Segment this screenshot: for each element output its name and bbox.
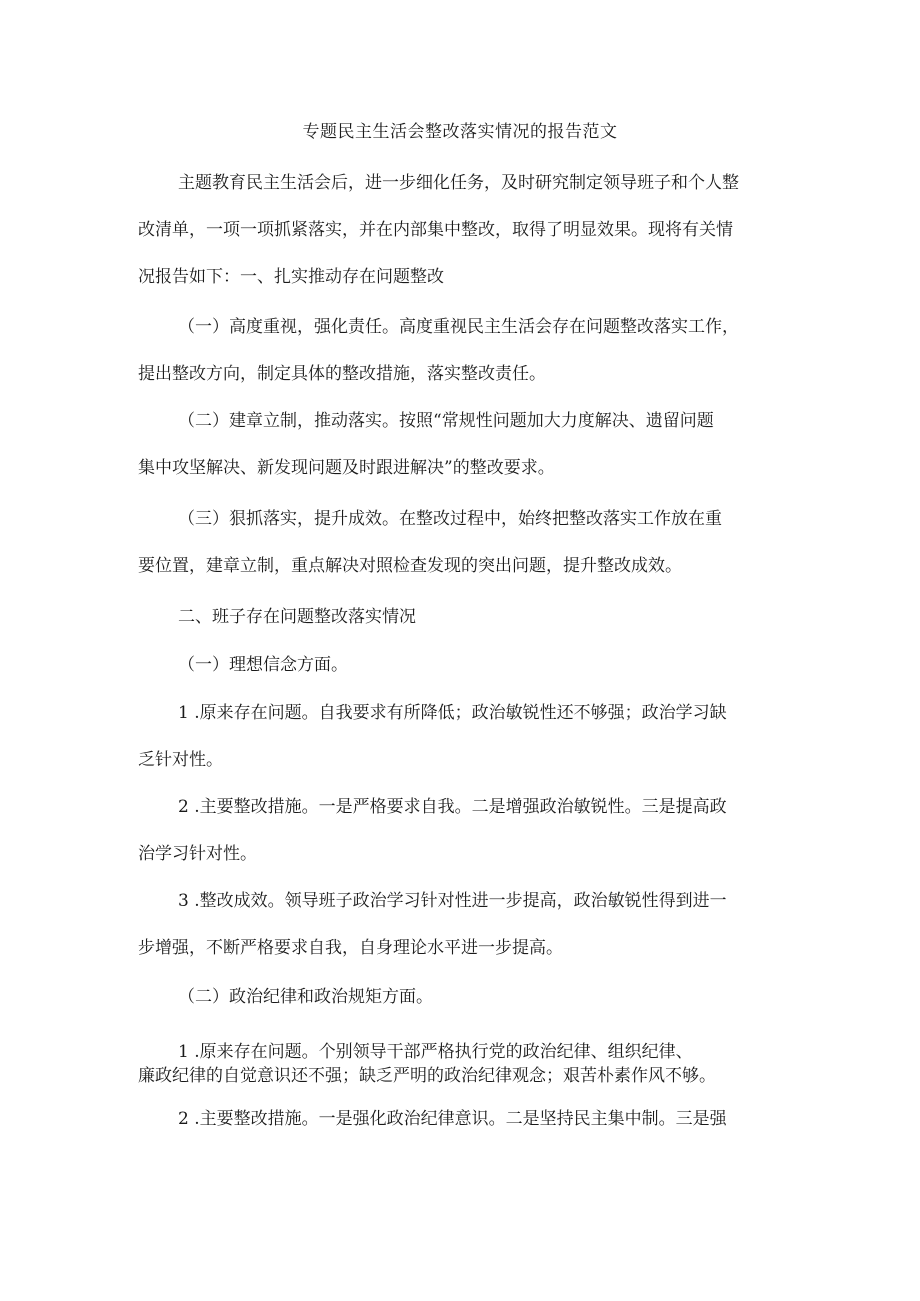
paragraph-section-1-1 [138,304,788,398]
paragraph-line: 2 .主要整改措施。一是强化政治纪律意识。二是坚持民主集中制。三是强 [178,1109,727,1129]
paragraph-line: 二、班子存在问题整改落实情况 [178,607,416,627]
paragraph-line: 2 .主要整改措施。一是严格要求自我。二是增强政治敏锐性。三是提高政 [178,797,727,817]
document-title: 专题民主生活会整改落实情况的报告范文 [302,122,618,142]
paragraph-line: 治学习针对性。 [138,844,257,864]
paragraph-item-2 [138,784,788,878]
paragraph-line: 乏针对性。 [138,750,223,770]
paragraph-line: 3 .整改成效。领导班子政治学习针对性进一步提高，政治敏锐性得到进一 [178,891,727,911]
subsection-heading-2-1 [138,642,788,689]
paragraph-line: 步增强，不断严格要求自我，自身理论水平进一步提高。 [138,938,563,958]
section-heading-2 [138,594,788,641]
paragraph-line: 要位置，建章立制，重点解决对照检查发现的突出问题，提升整改成效。 [138,556,682,576]
paragraph-line: （二）政治纪律和政治规矩方面。 [178,987,433,1007]
paragraph-line: 1 .原来存在问题。自我要求有所降低；政治敏锐性还不够强；政治学习缺 [178,703,727,723]
subsection-heading-2-2 [138,974,788,1021]
paragraph-item-1 [138,690,788,784]
paragraph-line: 廉政纪律的自觉意识还不强；缺乏严明的政治纪律观念；艰苦朴素作风不够。 [138,1066,716,1086]
paragraph-line: 况报告如下：一、扎实推动存在问题整改 [138,267,444,287]
paragraph-line: 改清单，一项一项抓紧落实，并在内部集中整改，取得了明显效果。现将有关情 [138,220,733,240]
paragraph-line: 提出整改方向，制定具体的整改措施，落实整改责任。 [138,364,546,384]
paragraph-line: （二）建章立制，推动落实。按照“常规性问题加大力度解决、遗留问题 [178,411,714,431]
paragraph-item-1b [138,1040,788,1088]
paragraph-line: （一）高度重视，强化责任。高度重视民主生活会存在问题整改落实工作， [178,317,739,337]
paragraph-section-1-3 [138,496,788,590]
paragraph-section-1-2 [138,398,788,492]
paragraph-line: （一）理想信念方面。 [178,655,348,675]
paragraph-item-3 [138,878,788,972]
paragraph-item-2b [138,1096,788,1143]
paragraph-intro [138,160,788,301]
paragraph-line: （三）狠抓落实，提升成效。在整改过程中，始终把整改落实工作放在重 [178,509,722,529]
paragraph-line: 集中攻坚解决、新发现问题及时跟进解决”的整改要求。 [138,458,555,478]
paragraph-line: 主题教育民主生活会后，进一步细化任务，及时研究制定领导班子和个人整 [178,173,739,193]
paragraph-line: 1 .原来存在问题。个别领导干部严格执行党的政治纪律、组织纪律、 [178,1042,693,1062]
